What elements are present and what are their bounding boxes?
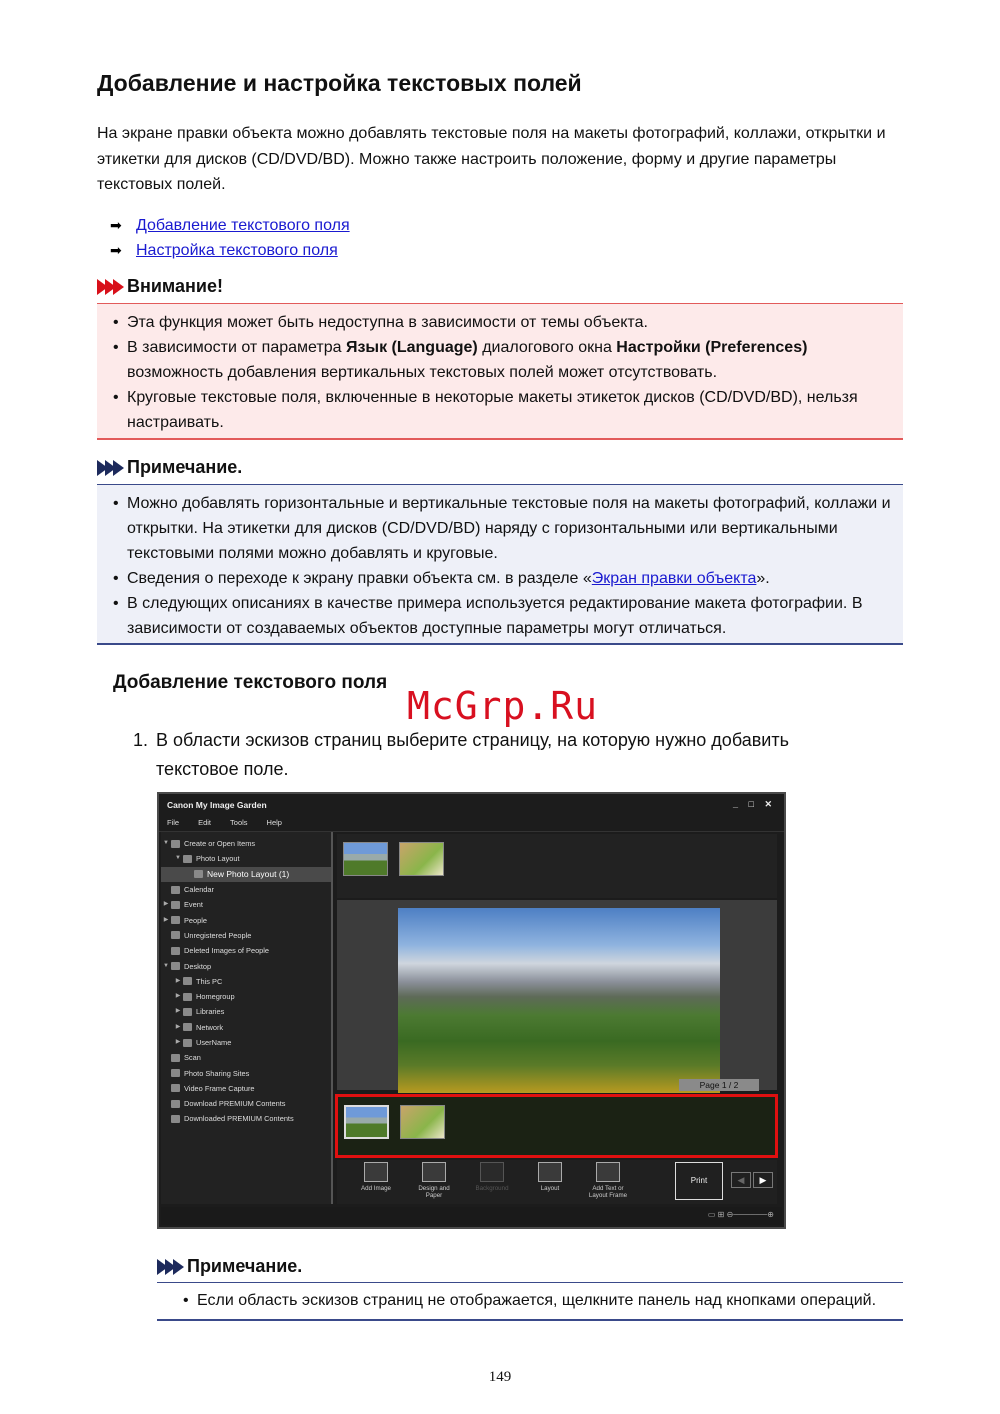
note2-title: Примечание.	[187, 1256, 303, 1276]
warning-item: • Эта функция может быть недоступна в зависимости от темы объекта.	[113, 310, 893, 335]
app-title: Canon My Image Garden	[167, 800, 267, 810]
layout-icon	[538, 1162, 562, 1182]
link-adjust-text-field[interactable]: Настройка текстового поля	[136, 242, 338, 259]
page-thumbnail-selected[interactable]	[344, 1105, 389, 1139]
page-thumbnail[interactable]	[400, 1105, 445, 1139]
design-paper-button[interactable]: Design and Paper	[413, 1160, 455, 1199]
tree-item[interactable]: Downloaded PREMIUM Contents	[161, 1111, 331, 1126]
edit-canvas	[337, 900, 777, 1090]
image-thumbnail[interactable]	[343, 842, 388, 876]
menu-help[interactable]: Help	[266, 818, 282, 827]
tree-item[interactable]: ▶ Homegroup	[175, 992, 235, 1002]
watermark: McGrp.Ru	[407, 684, 599, 728]
warning-item: • В зависимости от параметра Язык (Language) диалогового окна Настройки (Preferences) возможность добавления вертикальных текстовых полей может отсутствовать.	[113, 335, 893, 385]
link-item	[110, 213, 350, 238]
add-text-button[interactable]: Add Text or Layout Frame	[587, 1160, 629, 1199]
page-number: 149	[488, 1369, 512, 1385]
tree-item[interactable]: Deleted Images of People	[161, 943, 331, 958]
step-number: 1.	[133, 730, 149, 750]
step-text: В области эскизов страниц выберите страницу, на которую нужно добавить текстовое поле.	[156, 730, 789, 779]
prev-page-icon[interactable]: ◀	[731, 1172, 751, 1188]
note-item: • Сведения о переходе к экрану правки объекта см. в разделе «Экран правки объекта».	[113, 566, 893, 591]
note-box	[97, 484, 903, 645]
note-heading	[97, 457, 242, 478]
link-list	[110, 213, 350, 263]
warning-chevron-icon	[97, 279, 121, 295]
warning-box	[97, 303, 903, 440]
tree-item-selected[interactable]: New Photo Layout (1)	[161, 867, 331, 882]
tree-item[interactable]: ▶ People	[163, 915, 208, 925]
note-chevron-icon	[157, 1259, 181, 1275]
arrow-right-icon: ➡	[110, 242, 122, 258]
menu-edit[interactable]: Edit	[198, 818, 212, 827]
note-chevron-icon	[97, 460, 121, 476]
add-image-icon	[364, 1162, 388, 1182]
link-item	[110, 238, 350, 263]
tree-item[interactable]: ▼ Desktop	[163, 961, 212, 971]
step-1	[133, 726, 873, 784]
add-text-icon	[596, 1162, 620, 1182]
tree-item[interactable]: ▶ Event	[163, 900, 203, 910]
note2-item: • Если область эскизов страниц не отображается, щелкните панель над кнопками операций.	[183, 1288, 893, 1313]
note-item: • Можно добавлять горизонтальные и вертикальные текстовые поля на макеты фотографий, коллажи и открытки. На этикетки для дисков (CD/DVD/BD) наряду с горизонтальными или вертикальными текстовыми полями можно добавлять и круговые.	[113, 491, 893, 566]
page-indicator: Page 1 / 2	[679, 1079, 759, 1091]
tree-item[interactable]: Calendar	[161, 882, 331, 897]
link-add-text-field[interactable]: Добавление текстового поля	[136, 217, 350, 234]
menu-tools[interactable]: Tools	[230, 818, 248, 827]
note2-heading	[157, 1256, 302, 1277]
background-icon	[480, 1162, 504, 1182]
next-page-icon[interactable]: ▶	[753, 1172, 773, 1188]
zoom-slider-icon[interactable]: ▭ ⊞ ⊖──────⊕	[707, 1210, 774, 1219]
section-heading: Добавление текстового поля	[113, 672, 388, 693]
window-controls-icon[interactable]: _ □ ✕	[733, 799, 776, 809]
app-sidebar	[161, 832, 333, 1204]
app-screenshot	[157, 792, 786, 1229]
background-button[interactable]: Background	[471, 1160, 513, 1192]
tree-item[interactable]: Download PREMIUM Contents	[161, 1096, 331, 1111]
print-button[interactable]: Print	[675, 1162, 723, 1200]
tree-item[interactable]: Photo Sharing Sites	[161, 1065, 331, 1080]
layout-button[interactable]: Layout	[529, 1160, 571, 1192]
warning-item: • Круговые текстовые поля, включенные в некоторые макеты этикеток дисков (CD/DVD/BD), нельзя настраивать.	[113, 385, 893, 435]
tree-item[interactable]: ▶ Libraries	[175, 1007, 225, 1017]
tree-item[interactable]: ▼ Photo Layout	[175, 854, 240, 864]
status-bar	[161, 1207, 782, 1225]
app-titlebar	[159, 794, 784, 816]
menu-file[interactable]: File	[167, 818, 180, 827]
app-menubar	[159, 816, 784, 832]
page-thumbnail-area[interactable]	[335, 1094, 778, 1158]
note-title: Примечание.	[127, 457, 243, 477]
tree-item[interactable]: ▶ UserName	[175, 1038, 232, 1047]
layout-photo[interactable]	[398, 908, 720, 1093]
intro-paragraph: На экране правки объекта можно добавлять текстовые поля на макеты фотографий, коллажи, открытки и этикетки для дисков (CD/DVD/BD). Можно также настроить положение, форму и другие параметры текстовых полей.	[97, 125, 886, 193]
warning-heading	[97, 276, 223, 297]
image-thumbnails	[337, 834, 777, 898]
warning-title: Внимание!	[127, 276, 223, 296]
tree-item[interactable]: Scan	[161, 1050, 331, 1065]
page-title: Добавление и настройка текстовых полей	[97, 70, 582, 96]
tree-item[interactable]: ▶ This PC	[175, 976, 223, 986]
design-paper-icon	[422, 1162, 446, 1182]
tree-item[interactable]: Video Frame Capture	[161, 1081, 331, 1096]
tree-item[interactable]: Unregistered People	[161, 928, 331, 943]
note2-box	[157, 1282, 903, 1321]
link-edit-screen[interactable]: Экран правки объекта	[591, 570, 757, 587]
operation-toolbar	[337, 1160, 777, 1204]
image-thumbnail[interactable]	[399, 842, 444, 876]
add-image-button[interactable]: Add Image	[355, 1160, 397, 1192]
tree-item[interactable]: ▼ Create or Open Items	[163, 839, 256, 849]
arrow-right-icon: ➡	[110, 217, 122, 233]
tree-item[interactable]: ▶ Network	[175, 1022, 224, 1032]
note-item: • В следующих описаниях в качестве примера используется редактирование макета фотографии. В зависимости от создаваемых объектов доступные параметры могут отличаться.	[113, 591, 893, 641]
